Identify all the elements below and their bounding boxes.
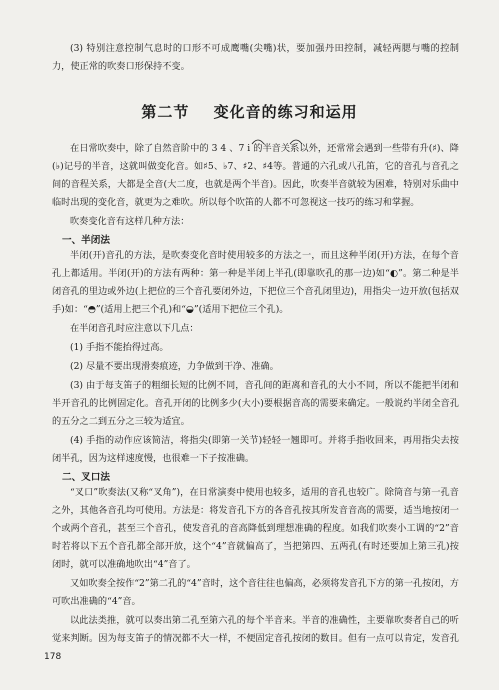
intro-paragraph: 在日常吹奏中，除了自然音阶中的 3 4 、7 i 的半音关系以外，还常常会遇到一些带有升(♯)、降(♭)记号的半音，这就叫做变化音。如♯5、♭7、♯2、♯4等。普通的六孔或八孔笛，它的音孔与音孔之间的音程关系，大都是全音(大二度，也就是两个半音)。因此，吹奏半音就较为困难，特别对乐曲中临时出现的变化音，就更为之难吹。所以每个吹笛的人都不可忽视这一技巧的练习和掌握。 <box>52 143 459 208</box>
point-2: (2) 尽量不要出现滑奏痕迹，力争做到干净、准确。 <box>70 361 279 372</box>
section-heading <box>0 101 499 122</box>
point-1: (1) 手指不能抬得过高。 <box>70 342 169 353</box>
section-title: 变化音的练习和运用 <box>213 103 358 121</box>
cross-paragraph-1: “叉口”吹奏法(又称“叉角”)，在日常演奏中使用也较多，适用的音孔也较广。除筒音与第一孔音之外，其他各音孔均可使用。方法是：将发音孔下方的各音孔按其所发音音高的需要，适当地按闭一个或两个音孔，甚至三个音孔，使发音孔的音高降低到理想准确的程度。如我们吹奏小工调的“2”音时若将以下五个音孔都全部开放，这个“4”音就偏高了，当把第四、五两孔(有时还要加上第三孔)按闭时，就可以准确地吹出“4”音了。 <box>52 487 459 570</box>
cross-paragraph-2: 又如吹奏全按作“2”第二孔的“4”音时，这个音往往也偏高，必须将发音孔下方的第一孔按闭，方可吹出准确的“4”音。 <box>52 578 459 607</box>
cross-paragraph-3: 以此法类推，就可以奏出第二孔至第六孔的每个半音来。半音的准确性，主要靠吹奏者自己的听觉来判断。因为每支笛子的情况都不大一样，不便固定音孔按闭的数目。但有一点可以肯定，发音孔 <box>52 615 459 644</box>
page-number: 178 <box>44 652 62 662</box>
heading-cross-fingering: 二、叉口法 <box>62 472 110 483</box>
half-hole-paragraph-1: 半闭(开)音孔的方法，是吹奏变化音时使用较多的方法之一，而且这种半闭(开)方法，在每个音孔上都适用。半闭(开)的方法有两种：第一种是半闭上半孔(即靠吹孔的那一边)如“◐”。第二种是半闭音孔的里边或外边(上把位的三个音孔要闭外边，下把位三个音孔闭里边)，用指尖一边开放(包括双手)如：“◓”(适用上把三个孔)和“◒”(适用下把位三个孔)。 <box>52 250 459 315</box>
point-4: (4) 手指的动作应该简洁，将指尖(即第一关节)轻轻一翘即可。并将手指收回来，再用指尖去按闭半孔，因为这样速度慢，也很难一下子按准确。 <box>52 435 459 464</box>
top-paragraph: (3) 特别注意控制气息时的口形不可成鹰嘴(尖嘴)状，要加强丹田控制，减轻两腮与嘴的控制力，使正常的吹奏口形保持不变。 <box>52 43 459 72</box>
point-3: (3) 由于每支笛子的粗细长短的比例不同，音孔间的距离和音孔的大小不同，所以不能把半闭和半开音孔的比例固定化。音孔开闭的比例多少(大小)要根据音高的需要来确定。一般说约半闭全音孔的五分之二到五分之三较为适宜。 <box>52 380 459 427</box>
methods-intro: 吹奏变化音有这样几种方法： <box>70 216 190 227</box>
heading-half-hole: 一、半闭法 <box>62 235 110 246</box>
section-number: 第二节 <box>141 103 190 121</box>
half-hole-paragraph-2: 在半闭音孔时应注意以下几点： <box>70 323 199 334</box>
